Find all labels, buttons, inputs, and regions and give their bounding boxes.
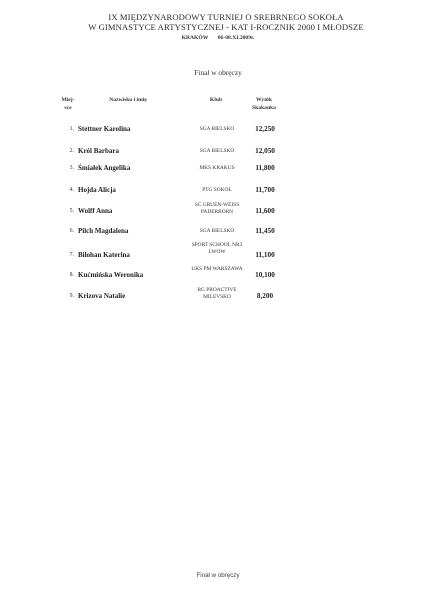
table-row [0,163,436,183]
row-club: SPORT SCHOOL NR3 LWOW [191,242,243,255]
row-club: SGA BIELSKO [199,228,235,234]
event-place: KRAKÓW [181,35,209,41]
table-row [0,287,436,311]
row-place: 7. [69,252,74,258]
row-athlete-name: Hojda Alicja [78,186,116,194]
row-athlete-name: Pilch Magdalena [78,227,129,235]
tournament-title: IX MIĘDZYNARODOWY TURNIEJ O SREBRNEGO SOKOŁA [108,12,344,22]
row-place: 4. [69,187,74,193]
row-place: 5. [69,208,74,214]
row-athlete-name: Krizova Natalie [78,292,126,300]
row-place: 2. [69,148,74,154]
event-date: 06-08.XI.2009r. [217,35,255,41]
row-place: 6. [69,228,74,234]
row-place: 8. [69,272,74,278]
row-score: 11,700 [255,186,275,194]
row-athlete-name: Stettner Karolina [78,125,131,133]
table-row [0,124,436,144]
row-club: PTG SOKÓŁ [202,187,232,193]
column-header-score: Wynik Skakanka [252,97,276,111]
row-score: 8,200 [256,292,274,300]
row-athlete-name: Wolff Anna [78,207,113,215]
row-club: SGA BIELSKO [199,126,235,132]
row-score: 11,800 [255,164,275,172]
row-athlete-name: Kućmińska Weronika [78,271,144,279]
row-score: 11,600 [255,207,275,215]
row-place: 1. [69,126,74,132]
column-header-club: Klub [209,97,223,103]
row-place: 9. [69,293,74,299]
row-club: UKS PM WARSZAWA [191,266,243,272]
row-athlete-name: Śmiałek Angelika [78,164,131,172]
row-score: 11,100 [255,251,275,259]
row-club: SC GRUEN-WEISS PADERBORN [194,202,240,215]
row-score: 11,450 [255,227,275,235]
row-club: SGA BIELSKO [199,148,235,154]
row-athlete-name: Bilohan Katerina [78,251,130,259]
place-and-date [0,35,436,41]
tournament-category: W GIMNASTYCE ARTYSTYCZNEJ - KAT I-ROCZNIK 2000 I MŁODSZE [88,22,364,32]
row-athlete-name: Król Barbara [78,147,120,155]
row-score: 12,050 [255,147,275,155]
row-club: MKS KRAKUS [199,165,235,171]
row-place: 3. [69,165,74,171]
page-footer: Finał w obręczy [196,572,240,579]
row-score: 10,100 [255,271,275,279]
row-score: 12,250 [255,125,275,133]
column-header-name: Nazwisko i imię [109,97,147,103]
column-header-place: Miej-sce [61,97,75,111]
row-club: RG PROACTIVE MILEVSKO [197,287,237,300]
results-subtitle: Finał w obręczy [194,68,242,77]
table-row [0,202,436,228]
